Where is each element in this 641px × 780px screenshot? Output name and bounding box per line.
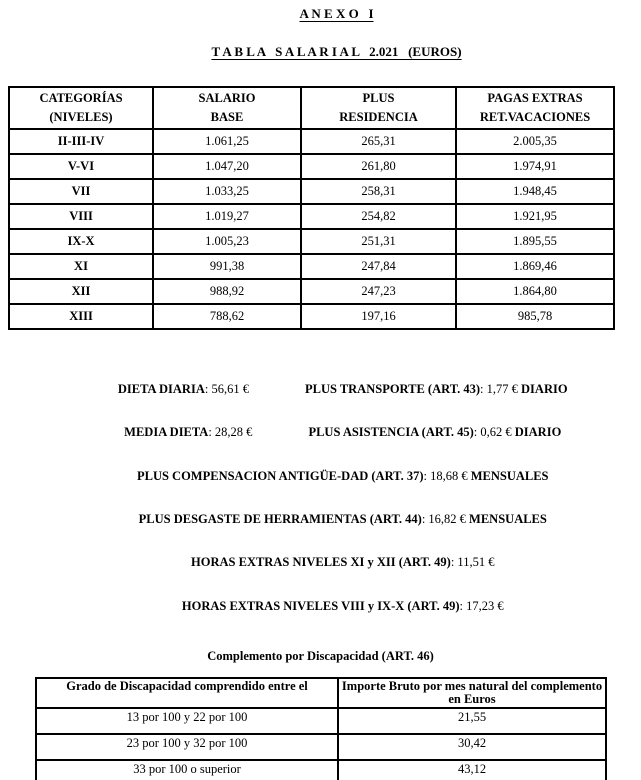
salario-base-cell: 1.061,25	[153, 129, 301, 154]
allowance-line-dieta-transporte	[0, 367, 641, 412]
salary-row	[9, 129, 614, 154]
plus-residencia-cell: 197,16	[301, 304, 456, 329]
horas-extras-xi-xii-value: : 11,51 €	[450, 555, 495, 569]
media-dieta-label: MEDIA DIETA	[124, 425, 209, 439]
plus-herramientas-item	[139, 512, 547, 527]
header-importe-line2: en Euros	[448, 692, 496, 706]
plus-antiguedad-item	[137, 469, 549, 484]
category-cell: VIII	[9, 204, 153, 229]
header-importe-line1: Importe Bruto por mes natural del complemento	[341, 679, 603, 693]
plus-asistencia-item	[308, 425, 561, 440]
category-cell: XIII	[9, 304, 153, 329]
dieta-diaria-item	[118, 382, 249, 397]
horas-extras-xi-xii-item	[191, 555, 494, 570]
header-plus-residencia	[301, 87, 456, 129]
salary-table	[8, 86, 615, 330]
header-categorias	[9, 87, 153, 129]
plus-residencia-cell: 258,31	[301, 179, 456, 204]
plus-antiguedad-value: : 18,68 €	[423, 469, 471, 483]
pagas-extras-cell: 1.895,55	[456, 229, 614, 254]
category-cell: V-VI	[9, 154, 153, 179]
grado-cell: 23 por 100 y 32 por 100	[36, 734, 338, 760]
plus-transporte-unit: DIARIO	[521, 382, 568, 396]
disability-section-title: Complemento por Discapacidad (ART. 46)	[207, 649, 434, 663]
category-cell: XI	[9, 254, 153, 279]
plus-residencia-cell: 247,84	[301, 254, 456, 279]
allowance-line-antiguedad	[0, 454, 641, 499]
plus-transporte-value: : 1,77 €	[480, 382, 522, 396]
pagas-extras-cell: 1.948,45	[456, 179, 614, 204]
importe-cell: 30,42	[338, 734, 606, 760]
dieta-diaria-label: DIETA DIARIA	[117, 382, 205, 396]
salary-header-row	[9, 87, 614, 129]
tabla-salarial-title: T A B L A S A L A R I A L 2.021 (EUROS)	[211, 44, 462, 59]
salario-base-cell: 988,92	[153, 279, 301, 304]
plus-asistencia-unit: DIARIO	[514, 425, 562, 439]
plus-herramientas-unit: MENSUALES	[469, 512, 547, 526]
allowance-line-media-asistencia	[0, 410, 641, 455]
salary-row	[9, 179, 614, 204]
disability-header-row	[36, 678, 606, 708]
salario-base-cell: 991,38	[153, 254, 301, 279]
pagas-extras-cell: 1.974,91	[456, 154, 614, 179]
pagas-extras-cell: 2.005,35	[456, 129, 614, 154]
plus-residencia-cell: 254,82	[301, 204, 456, 229]
disability-row	[36, 708, 606, 734]
horas-extras-viii-ix-value: : 17,23 €	[459, 599, 504, 613]
plus-transporte-item	[305, 382, 568, 397]
salario-base-cell: 1.033,25	[153, 179, 301, 204]
plus-residencia-cell: 265,31	[301, 129, 456, 154]
pagas-extras-cell: 1.921,95	[456, 204, 614, 229]
disability-row	[36, 760, 606, 780]
horas-extras-viii-ix-item	[182, 599, 504, 614]
salary-row	[9, 279, 614, 304]
salary-row	[9, 229, 614, 254]
category-cell: IX-X	[9, 229, 153, 254]
salary-row	[9, 204, 614, 229]
category-cell: VII	[9, 179, 153, 204]
plus-asistencia-value: : 0,62 €	[473, 425, 515, 439]
plus-antiguedad-label: PLUS COMPENSACION ANTIGÜE-DAD (ART. 37)	[136, 469, 424, 483]
plus-antiguedad-unit: MENSUALES	[470, 469, 549, 483]
salario-base-cell: 1.019,27	[153, 204, 301, 229]
salario-base-cell: 1.005,23	[153, 229, 301, 254]
plus-herramientas-label: PLUS DESGASTE DE HERRAMIENTAS (ART. 44)	[138, 512, 422, 526]
salary-row	[9, 254, 614, 279]
pagas-extras-cell: 1.869,46	[456, 254, 614, 279]
header-pagas-extras	[456, 87, 614, 129]
plus-herramientas-value: : 16,82 €	[421, 512, 470, 526]
header-grado: Grado de Discapacidad comprendido entre el	[36, 678, 338, 708]
allowance-line-horas-extras-viii-ix	[0, 584, 641, 629]
category-cell: II-III-IV	[9, 129, 153, 154]
anexo-title: A N E X O I	[299, 6, 374, 21]
header-categorias-line1: CATEGORÍAS	[39, 91, 123, 105]
header-importe	[338, 678, 606, 708]
dieta-diaria-value: : 56,61 €	[204, 382, 249, 396]
header-plus-line2: RESIDENCIA	[339, 110, 418, 124]
salary-row	[9, 304, 614, 329]
header-categorias-line2: (NIVELES)	[49, 110, 113, 124]
grado-cell: 33 por 100 o superior	[36, 760, 338, 780]
salario-base-cell: 1.047,20	[153, 154, 301, 179]
plus-residencia-cell: 251,31	[301, 229, 456, 254]
category-cell: XII	[9, 279, 153, 304]
allowance-line-herramientas	[0, 497, 641, 542]
media-dieta-item	[124, 425, 252, 440]
disability-row	[36, 734, 606, 760]
header-plus-line1: PLUS	[362, 91, 395, 105]
grado-cell: 13 por 100 y 22 por 100	[36, 708, 338, 734]
importe-cell: 43,12	[338, 760, 606, 780]
salary-row	[9, 154, 614, 179]
pagas-extras-cell: 1.864,80	[456, 279, 614, 304]
horas-extras-xi-xii-label: HORAS EXTRAS NIVELES XI y XII (ART. 49)	[191, 555, 451, 569]
header-salario-line1: SALARIO	[198, 91, 256, 105]
pagas-extras-cell: 985,78	[456, 304, 614, 329]
plus-asistencia-label: PLUS ASISTENCIA (ART. 45)	[308, 425, 474, 439]
salario-base-cell: 788,62	[153, 304, 301, 329]
allowance-line-horas-extras-xi-xii	[0, 540, 641, 585]
header-pagas-line2: RET.VACACIONES	[479, 110, 591, 124]
disability-table	[35, 677, 607, 780]
header-pagas-line1: PAGAS EXTRAS	[487, 91, 583, 105]
horas-extras-viii-ix-label: HORAS EXTRAS NIVELES VIII y IX-X (ART. 49)	[181, 599, 460, 613]
plus-residencia-cell: 247,23	[301, 279, 456, 304]
plus-transporte-label: PLUS TRANSPORTE (ART. 43)	[304, 382, 481, 396]
header-salario-base	[153, 87, 301, 129]
plus-residencia-cell: 261,80	[301, 154, 456, 179]
header-salario-line2: BASE	[210, 110, 244, 124]
importe-cell: 21,55	[338, 708, 606, 734]
media-dieta-value: : 28,28 €	[208, 425, 253, 439]
